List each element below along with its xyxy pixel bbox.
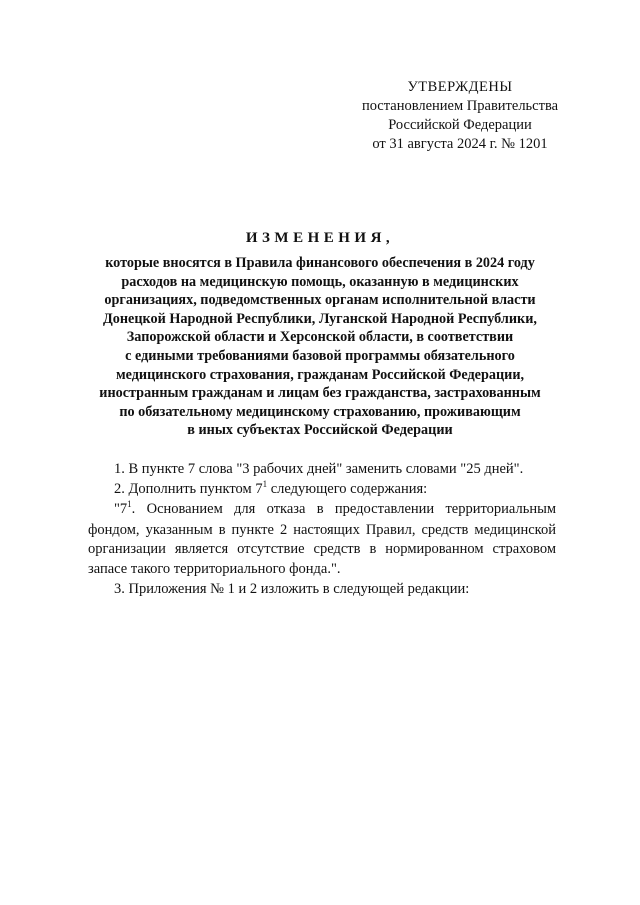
subtitle-line: расходов на медицинскую помощь, оказанную в медицинских [121,273,519,290]
quote-open: "7 [114,501,128,518]
subtitle-line: Запорожской области и Херсонской области, в соответствии [126,329,514,346]
amendment-item-2 [88,480,556,501]
subtitle-line: по обязательному медицинскому страхованию, проживающим [119,403,521,420]
subtitle-line: в иных субъектах Российской Федерации [187,422,453,439]
quote-superscript: 1 [127,499,132,510]
approval-line-federation: Российской Федерации [388,117,532,133]
approval-title: УТВЕРЖДЕНЫ [407,79,513,95]
subtitle-line: иностранным гражданам и лицам без гражданства, застрахованным [99,385,541,402]
quote-text: . Основанием для отказа в предоставлении территориальным фондом, указанным в пункте 2 настоящих Правил, средств медицинской организации является отсутствие средств в нормированном страховом запасе такого территориального фонда.". [88,501,556,577]
subtitle-line: с едиными требованиями базовой программы обязательного [125,347,515,364]
amendment-item-1: 1. В пункте 7 слова "3 рабочих дней" заменить словами "25 дней". [114,461,524,477]
amendment-item-3: 3. Приложения № 1 и 2 изложить в следующей редакции: [114,580,470,597]
approval-line-date: от 31 августа 2024 г. № 1201 [372,136,548,152]
approval-line-decree: постановлением Правительства [361,98,559,114]
document-heading [60,228,580,440]
document-body [88,460,556,599]
document-subtitle [60,254,580,440]
item2-text-before: 2. Дополнить пунктом 7 [114,480,263,497]
approval-block [330,78,590,154]
subtitle-line: организациях, подведомственных органам исполнительной власти [104,292,536,309]
document-title: ИЗМЕНЕНИЯ, [245,230,395,246]
amendment-quote [88,500,556,579]
subtitle-line: которые вносятся в Правила финансового обеспечения в 2024 году [105,255,535,271]
subtitle-line: медицинского страхования, гражданам Российской Федерации, [115,366,525,383]
item2-text-after: следующего содержания: [267,480,428,497]
item2-superscript: 1 [262,478,268,489]
subtitle-line: Донецкой Народной Республики, Луганской Народной Республики, [103,310,537,327]
